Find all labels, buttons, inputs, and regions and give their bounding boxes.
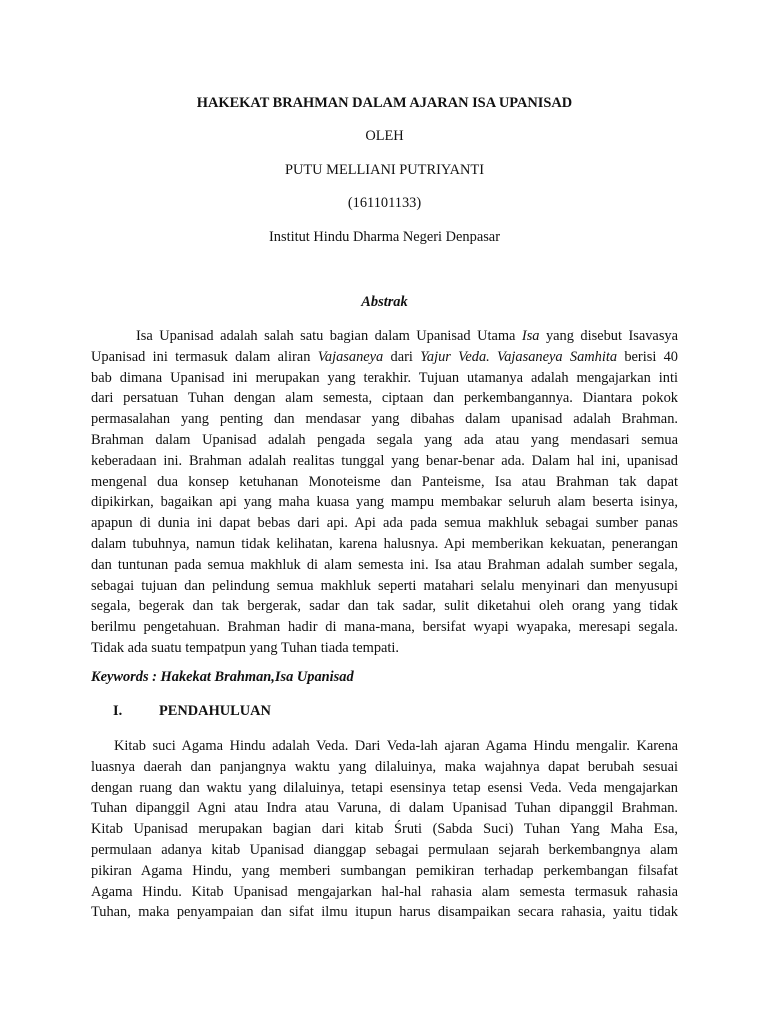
text-line	[91, 840, 678, 861]
text-line	[91, 451, 678, 472]
keywords-line: Keywords : Hakekat Brahman,Isa Upanisad	[91, 669, 354, 685]
text-line	[91, 326, 678, 347]
text-run: berilmu pengetahuan. Brahman hadir di mana-mana, bersifat wyapi wyapaka, meresapi segala.	[91, 619, 678, 636]
intro-paragraph	[91, 736, 678, 923]
text-line	[91, 902, 678, 923]
text-run: dari persatuan Tuhan dengan alam semesta, ciptaan dan perkembangannya. Diantara pokok	[91, 390, 678, 407]
abstract-heading: Abstrak	[361, 294, 408, 310]
text-line	[91, 430, 678, 451]
text-line	[91, 882, 678, 903]
text-line	[91, 368, 678, 389]
document-title: HAKEKAT BRAHMAN DALAM AJARAN ISA UPANISAD	[196, 95, 573, 111]
text-run: yang disebut Isavasya	[539, 328, 678, 344]
text-line	[91, 798, 678, 819]
text-run: permulaan adanya kitab Upanisad dianggap sebagai permulaan sejarah berkembangnya alam	[91, 841, 678, 858]
text-line	[91, 555, 678, 576]
text-run: Kitab Upanisad merupakan bagian dari kitab Śruti (Sabda Suci) Tuhan Yang Maha Esa,	[91, 821, 678, 838]
text-line	[91, 492, 678, 513]
text-line	[91, 347, 678, 368]
text-run: berisi 40	[617, 348, 678, 365]
italic-term: Yajur Veda. Vajasaneya Samhita	[420, 348, 618, 365]
text-line	[91, 513, 678, 534]
text-line	[91, 596, 678, 617]
text-run: dipikirkan, bagaikan api yang maha kuasa yang mampu membakar seluruh alam beserta isinya,	[91, 494, 678, 511]
text-line	[91, 736, 678, 757]
text-line	[91, 778, 678, 799]
text-run: apapun di dunia ini dapat bebas dari api. Api ada pada semua makhluk sebagai sumber panas	[91, 515, 678, 532]
text-run: bab dimana Upanisad ini merupakan yang terakhir. Tujuan utamanya adalah mengajarkan inti	[91, 369, 678, 386]
by-line: OLEH	[365, 128, 404, 144]
text-run: Tuhan dipanggil Agni atau Indra atau Varuna, di dalam Upanisad Tuhan dipanggil Brahman.	[91, 800, 678, 817]
text-run: dalam tubuhnya, namun tidak kelihatan, karena halusnya. Api memberikan kekuatan, penerangan	[91, 535, 678, 552]
italic-term: Isa	[521, 328, 540, 344]
text-run: Tuhan, maka penyampaian dan sifat ilmu itupun harus disampaikan secara rahasia, yaitu tidak	[91, 904, 678, 921]
text-run: keberadaan ini. Brahman adalah realitas tunggal yang benar-benar ada. Dalam hal ini, upanisad	[91, 452, 678, 469]
text-run: dengan ruang dan waktu yang dilaluinya, tetapi esensinya tetap esensi Veda. Veda mengajarkan	[91, 779, 678, 796]
text-line	[91, 409, 678, 430]
section-number: I.	[113, 703, 123, 719]
text-line	[91, 617, 678, 638]
institution-name: Institut Hindu Dharma Negeri Denpasar	[269, 229, 500, 245]
author-name: PUTU MELLIANI PUTRIYANTI	[284, 162, 485, 178]
text-run: luasnya daerah dan panjangnya waktu yang dilaluinya, maka wajahnya dapat berubah sesuai	[91, 758, 678, 775]
text-run: Kitab suci Agama Hindu adalah Veda. Dari Veda-lah ajaran Agama Hindu mengalir. Karena	[114, 738, 678, 754]
text-run: Isa Upanisad adalah salah satu bagian dalam Upanisad Utama	[136, 328, 522, 344]
text-line	[91, 819, 678, 840]
text-line	[91, 861, 678, 882]
text-line	[91, 534, 678, 555]
abstract-paragraph	[91, 326, 678, 659]
student-id: (161101133)	[347, 195, 422, 211]
italic-term: Vajasaneya	[317, 348, 384, 365]
text-run: permasalahan yang penting dan mendasar yang dibahas dalam upanisad adalah Brahman.	[91, 411, 678, 428]
text-run: Upanisad ini termasuk dalam aliran	[91, 348, 318, 365]
text-run: dari	[383, 348, 421, 365]
section-title: PENDAHULUAN	[159, 703, 271, 719]
text-run: mengenal dua konsep ketuhanan Monoteisme dan Panteisme, Isa atau Brahman tak dapat	[91, 473, 678, 490]
text-run: sebagai tujuan dan pelindung semua makhluk seperti matahari selalu menyinari dan menyusupi	[91, 577, 678, 594]
text-run: Tidak ada suatu tempatpun yang Tuhan tiada tempati.	[91, 639, 400, 656]
text-line	[91, 638, 678, 659]
text-run: Brahman dalam Upanisad adalah pengada segala yang ada atau yang mendasari semua	[91, 431, 678, 448]
text-run: pikiran Agama Hindu, yang memberi sumbangan pemikiran terhadap perkembangan filsafat	[91, 862, 678, 879]
text-line	[91, 388, 678, 409]
text-run: Agama Hindu. Kitab Upanisad mengajarkan hal-hal rahasia alam semesta termasuk rahasia	[91, 883, 678, 900]
text-line	[91, 576, 678, 597]
text-run: segala, begerak dan tak bergerak, sadar dan tak sadar, sulit diketahui oleh orang yang tidak	[91, 598, 678, 615]
text-line	[91, 472, 678, 493]
text-line	[91, 757, 678, 778]
text-run: dan tuntunan pada semua makhluk di alam semesta ini. Isa atau Brahman adalah sumber segala,	[91, 556, 678, 573]
